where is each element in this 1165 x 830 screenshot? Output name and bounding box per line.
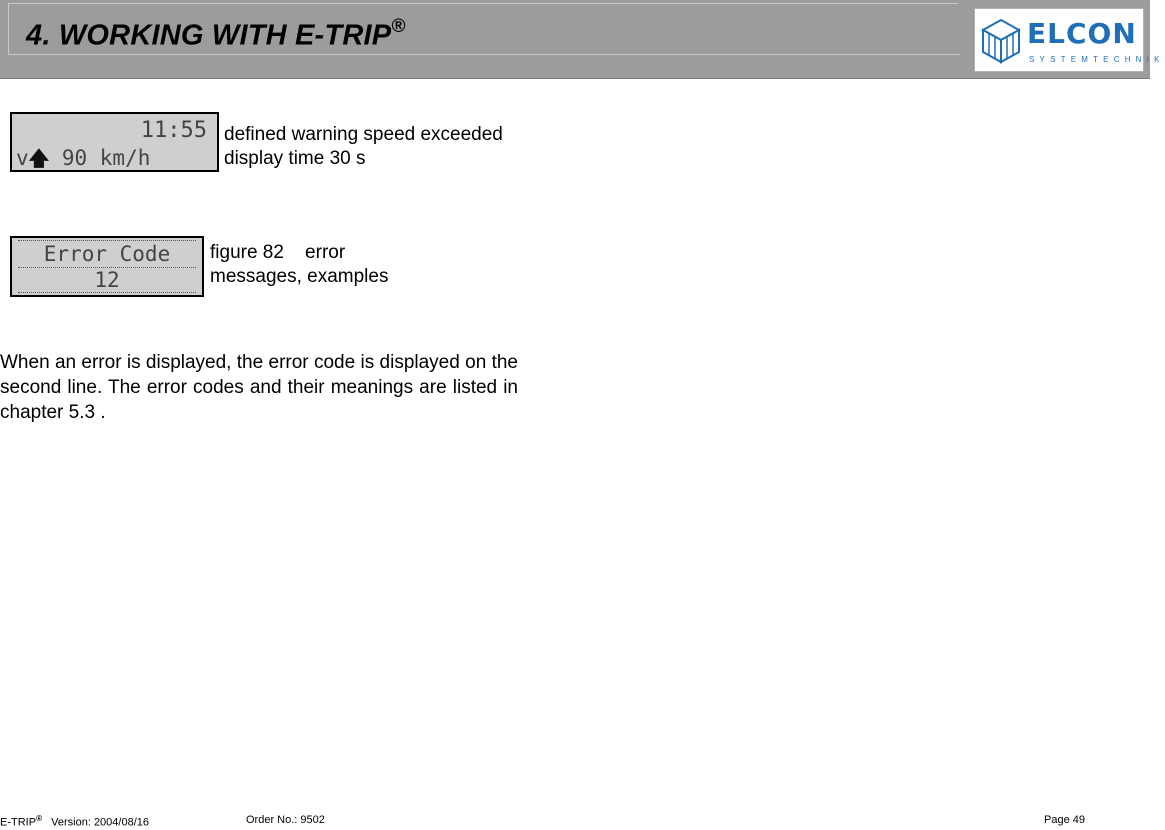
- caption2-line1: figure 82 error: [210, 242, 346, 263]
- footer-product: [0, 814, 149, 829]
- footer-version: Version: 2004/08/16: [41, 816, 149, 829]
- body-paragraph: When an error is displayed, the error code is displayed on the second line. The error codes and their meanings are listed in chapter 5.3 .: [0, 352, 518, 423]
- logo-cube-icon: [979, 14, 1025, 66]
- lcd-display-error-code: [10, 236, 204, 297]
- figure-caption: [210, 241, 388, 289]
- header-rule-left: [8, 3, 9, 55]
- lcd-error-title: Error Code: [43, 242, 171, 266]
- footer-product-name: E-TRIP: [0, 816, 37, 829]
- lcd-dotted-line: [18, 240, 196, 241]
- logo-wordmark: ELCON: [1027, 17, 1137, 50]
- caption2-line2: messages, examples: [210, 266, 389, 287]
- header-rule-top: [8, 3, 958, 4]
- up-arrow-icon: 🡅: [28, 146, 50, 170]
- footer-order-number: Order No.: 9502: [246, 814, 325, 826]
- lcd-error-number: 12: [94, 268, 120, 292]
- page-title-text: 4. WORKING WITH E-TRIP: [26, 19, 392, 52]
- footer-page-number: Page 49: [1044, 814, 1085, 826]
- lcd-speed-row: [16, 144, 150, 178]
- warning-speed-caption: [224, 123, 503, 171]
- page-title: [26, 18, 405, 53]
- caption1-line2: display time 30 s: [224, 148, 366, 169]
- lcd-time: 11:55: [140, 118, 207, 143]
- footer-registered-mark: ®: [36, 814, 42, 823]
- logo-subtitle: SYSTEMTECHNIK: [1029, 55, 1165, 64]
- header-rule-bottom: [8, 54, 960, 55]
- lcd-speed-value: 90 km/h: [49, 146, 151, 170]
- elcon-logo: [974, 8, 1165, 72]
- caption1-line1: defined warning speed exceeded: [224, 124, 503, 145]
- lcd-dotted-line: [18, 292, 196, 293]
- page-header: [0, 0, 1165, 79]
- lcd-speed-prefix: v: [16, 146, 29, 170]
- lcd-display-warning-speed: [10, 112, 219, 172]
- registered-mark: ®: [391, 16, 406, 37]
